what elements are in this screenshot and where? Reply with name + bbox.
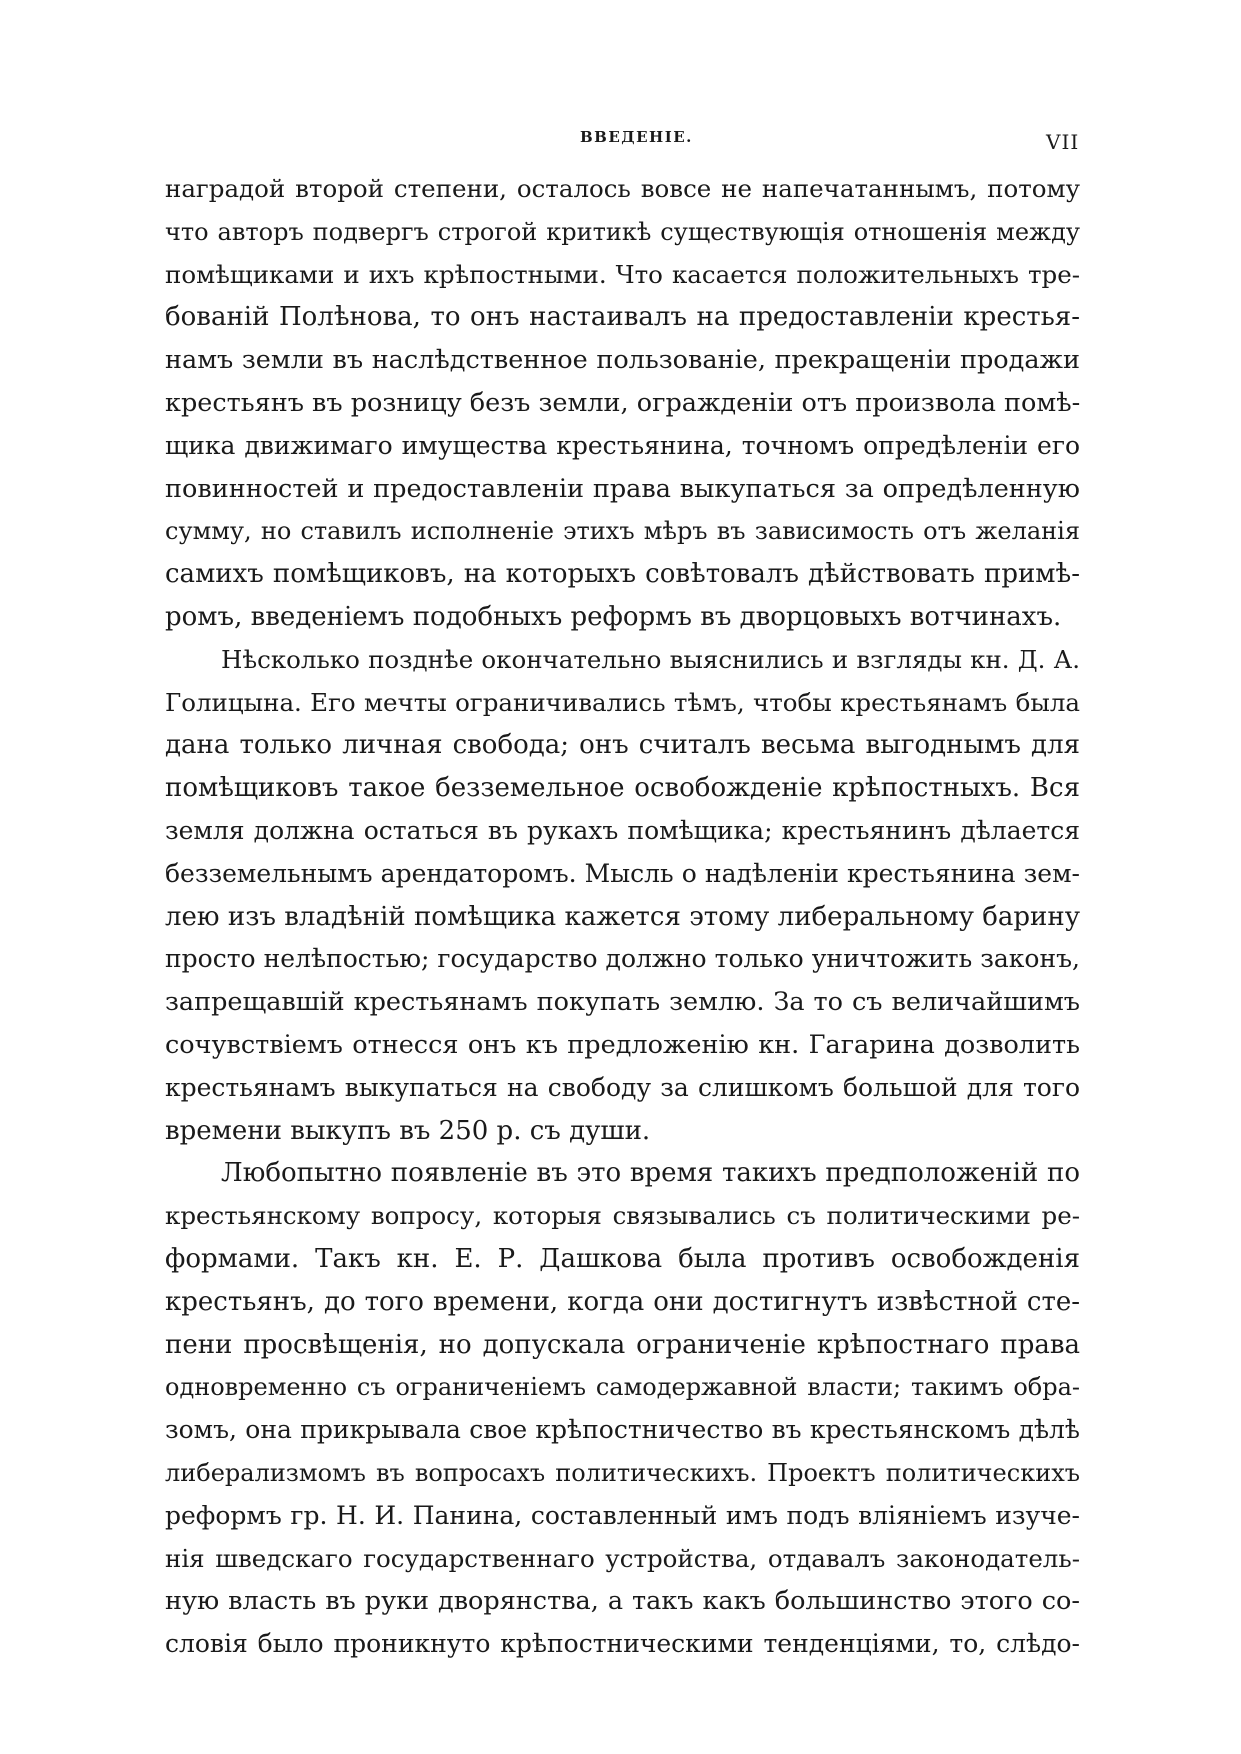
- text-line: крестьянамъ выкупаться на свободу за слишкомъ большой для того: [165, 1072, 1080, 1102]
- text-line: земля должна остаться въ рукахъ помѣщика; крестьянинъ дѣлается: [165, 815, 1080, 845]
- text-line: нія шведскаго государственнаго устройства, отдавалъ законодатель-: [165, 1543, 1080, 1573]
- text-line: крестьянъ въ розницу безъ земли, огражденіи отъ произвола помѣ-: [165, 387, 1081, 418]
- text-line: либерализмомъ въ вопросахъ политическихъ. Проектъ политическихъ: [165, 1458, 1080, 1487]
- text-line: намъ земли въ наслѣдственное пользованіе, прекращеніи продажи: [165, 345, 1080, 376]
- text-line: повинностей и предоставленіи права выкупаться за опредѣленную: [165, 473, 1080, 504]
- text-line: крестьянъ, до того времени, когда они достигнутъ извѣстной сте-: [165, 1286, 1080, 1317]
- text-line: безземельнымъ арендаторомъ. Мысль о надѣленіи крестьянина зем-: [165, 858, 1080, 888]
- text-line: времени выкупъ въ 250 р. съ души.: [165, 1115, 651, 1146]
- text-line: щика движимаго имущества крестьянина, точномъ опредѣленіи его: [165, 430, 1080, 460]
- text-line: формами. Такъ кн. Е. Р. Дашкова была противъ освобожденія: [165, 1243, 1080, 1274]
- text-line: самихъ помѣщиковъ, на которыхъ совѣтовалъ дѣйствовать примѣ-: [165, 559, 1080, 590]
- text-line: пени просвѣщенія, но допускала ограниченіе крѣпостнаго права: [165, 1329, 1080, 1360]
- text-line: просто нелѣпостью; государство должно только уничтожить законъ,: [165, 944, 1080, 974]
- text-line: помѣщиками и ихъ крѣпостными. Что касается положительныхъ тре-: [165, 259, 1080, 289]
- text-line: ромъ, введеніемъ подобныхъ реформъ въ дворцовыхъ вотчинахъ.: [165, 601, 1062, 632]
- text-line: запрещавшій крестьянамъ покупать землю. За то съ величайшимъ: [165, 987, 1080, 1018]
- text-line: одновременно съ ограниченіемъ самодержавной власти; такимъ обра-: [165, 1373, 1080, 1402]
- text-line: бованій Полѣнова, то онъ настаивалъ на предоставленіи крестья-: [165, 302, 1080, 333]
- text-line: крестьянскому вопросу, которыя связывались съ политическими ре-: [165, 1201, 1080, 1231]
- text-line: что авторъ подвергъ строгой критикѣ существующія отношенія между: [165, 217, 1080, 246]
- text-line: лею изъ владѣній помѣщика кажется этому либеральному барину: [165, 901, 1080, 932]
- running-head: ВВЕДЕНІЕ.: [580, 128, 693, 146]
- text-line: словія было проникнуто крѣпостническими тенденціями, то, слѣдо-: [165, 1629, 1080, 1659]
- text-line: Голицына. Его мечты ограничивались тѣмъ, чтобы крестьянамъ была: [165, 687, 1080, 717]
- text-line: зомъ, она прикрывала свое крѣпостничество въ крестьянскомъ дѣлѣ: [165, 1415, 1080, 1445]
- text-line: Любопытно появленіе въ это время такихъ предположеній по: [221, 1158, 1080, 1189]
- page-number: VII: [1046, 130, 1080, 154]
- text-line: наградой второй степени, осталось вовсе не напечатаннымъ, потому: [165, 174, 1080, 203]
- body-text: [165, 168, 1080, 1666]
- text-line: дана только личная свобода; онъ считалъ весьма выгоднымъ для: [165, 730, 1080, 761]
- text-line: ную власть въ руки дворянства, а такъ какъ большинство этого со-: [165, 1586, 1080, 1617]
- text-line: сумму, но ставилъ исполненіе этихъ мѣръ въ зависимость отъ желанія: [165, 517, 1080, 546]
- text-line: Нѣсколько позднѣе окончательно выяснились и взгляды кн. Д. А.: [221, 644, 1080, 674]
- text-line: помѣщиковъ такое безземельное освобожденіе крѣпостныхъ. Вся: [165, 773, 1080, 804]
- text-line: сочувствіемъ отнесся онъ къ предложенію кн. Гагарина дозволить: [165, 1029, 1080, 1060]
- text-line: реформъ гр. Н. И. Панина, составленный имъ подъ вліяніемъ изуче-: [165, 1500, 1080, 1530]
